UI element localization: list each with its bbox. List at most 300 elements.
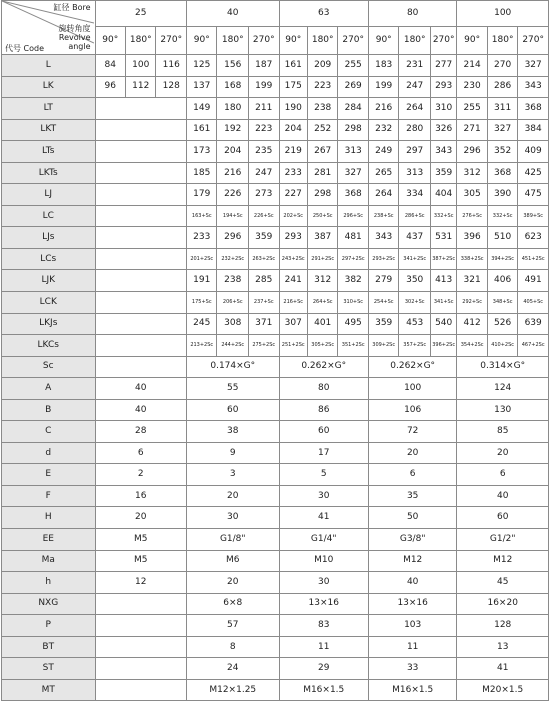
value-cell: 190 xyxy=(279,98,307,120)
row-code: LKJs xyxy=(2,313,96,335)
value-cell: 16 xyxy=(95,485,186,507)
value-cell: 29 xyxy=(279,658,368,680)
value-cell: 279 xyxy=(368,270,398,292)
value-cell: 326 xyxy=(430,119,456,141)
value-cell: 312 xyxy=(307,270,337,292)
bore-header: 80 xyxy=(368,1,456,27)
value-cell: 232 xyxy=(368,119,398,141)
value-cell: 30 xyxy=(279,572,368,594)
value-cell: 252 xyxy=(307,119,337,141)
row-code: E xyxy=(2,464,96,486)
value-cell: 293+2Sc xyxy=(368,248,398,270)
row-code: LKTs xyxy=(2,162,96,184)
value-cell: 267 xyxy=(307,141,337,163)
value-cell: 6×8 xyxy=(187,593,280,615)
value-cell: 86 xyxy=(279,399,368,421)
angle-header: 180° xyxy=(126,27,156,55)
table-row xyxy=(2,464,549,486)
value-cell: 413 xyxy=(430,270,456,292)
value-cell: 334 xyxy=(399,184,431,206)
table-row xyxy=(2,248,549,270)
angle-header: 90° xyxy=(279,27,307,55)
value-cell: 280 xyxy=(399,119,431,141)
value-cell: 149 xyxy=(187,98,217,120)
value-cell: 130 xyxy=(457,399,549,421)
value-cell: 382 xyxy=(338,270,369,292)
value-cell: 96 xyxy=(95,76,125,98)
value-cell: 354+2Sc xyxy=(457,335,487,357)
value-cell: 313 xyxy=(399,162,431,184)
value-cell: 9 xyxy=(187,442,280,464)
row-code: NXG xyxy=(2,593,96,615)
value-cell: 251+2Sc xyxy=(279,335,307,357)
value-cell: 244+2Sc xyxy=(217,335,249,357)
value-cell: 321 xyxy=(457,270,487,292)
bore-header: 63 xyxy=(279,1,368,27)
dimension-table xyxy=(1,0,549,701)
value-cell: 275+2Sc xyxy=(248,335,279,357)
value-cell: 6 xyxy=(457,464,549,486)
table-row xyxy=(2,356,549,378)
value-cell: 368 xyxy=(518,98,549,120)
bore-label: 缸径 Bore xyxy=(53,3,91,12)
value-cell: 100 xyxy=(126,55,156,77)
value-cell: 85 xyxy=(457,421,549,443)
value-cell: 296+Sc xyxy=(338,205,369,227)
value-cell: G1/2" xyxy=(457,529,549,551)
value-cell: 0.262×G° xyxy=(279,356,368,378)
value-cell: 305+2Sc xyxy=(307,335,337,357)
empty-cell xyxy=(95,270,186,292)
value-cell: 293 xyxy=(279,227,307,249)
value-cell: 204 xyxy=(217,141,249,163)
table-row xyxy=(2,184,549,206)
value-cell: 311 xyxy=(487,98,517,120)
value-cell: 192 xyxy=(217,119,249,141)
value-cell: 273 xyxy=(248,184,279,206)
empty-cell xyxy=(95,98,186,120)
row-code: ST xyxy=(2,658,96,680)
table-row xyxy=(2,227,549,249)
table-row xyxy=(2,507,549,529)
value-cell: 285 xyxy=(248,270,279,292)
row-code: LK xyxy=(2,76,96,98)
value-cell: 341+2Sc xyxy=(399,248,431,270)
row-code: F xyxy=(2,485,96,507)
value-cell: 297+2Sc xyxy=(338,248,369,270)
value-cell: 245 xyxy=(187,313,217,335)
value-cell: 40 xyxy=(95,399,186,421)
value-cell: 243+2Sc xyxy=(279,248,307,270)
value-cell: 20 xyxy=(368,442,456,464)
table-row xyxy=(2,615,549,637)
row-code: B xyxy=(2,399,96,421)
value-cell: 368 xyxy=(487,162,517,184)
value-cell: 204 xyxy=(279,119,307,141)
value-cell: 137 xyxy=(187,76,217,98)
value-cell: 231 xyxy=(399,55,431,77)
table-row xyxy=(2,399,549,421)
value-cell: 168 xyxy=(217,76,249,98)
value-cell: 298 xyxy=(338,119,369,141)
value-cell: 80 xyxy=(279,378,368,400)
value-cell: 179 xyxy=(187,184,217,206)
value-cell: 201+2Sc xyxy=(187,248,217,270)
value-cell: 269 xyxy=(338,76,369,98)
value-cell: 6 xyxy=(95,442,186,464)
table-row xyxy=(2,593,549,615)
value-cell: 475 xyxy=(518,184,549,206)
value-cell: 128 xyxy=(156,76,187,98)
value-cell: 163+Sc xyxy=(187,205,217,227)
value-cell: 368 xyxy=(338,184,369,206)
value-cell: G1/4" xyxy=(279,529,368,551)
value-cell: 277 xyxy=(430,55,456,77)
value-cell: 216 xyxy=(217,162,249,184)
value-cell: 297 xyxy=(399,141,431,163)
value-cell: 384 xyxy=(518,119,549,141)
value-cell: 5 xyxy=(279,464,368,486)
value-cell: 531 xyxy=(430,227,456,249)
value-cell: 20 xyxy=(457,442,549,464)
value-cell: 238 xyxy=(217,270,249,292)
value-cell: 276+Sc xyxy=(457,205,487,227)
value-cell: G1/8" xyxy=(187,529,280,551)
table-row xyxy=(2,55,549,77)
value-cell: 286 xyxy=(487,76,517,98)
value-cell: 296 xyxy=(217,227,249,249)
row-code: A xyxy=(2,378,96,400)
bore-header: 40 xyxy=(187,1,280,27)
row-code: P xyxy=(2,615,96,637)
value-cell: 238+Sc xyxy=(368,205,398,227)
value-cell: 265 xyxy=(368,162,398,184)
row-code: LC xyxy=(2,205,96,227)
value-cell: 281 xyxy=(307,162,337,184)
angle-header: 90° xyxy=(95,27,125,55)
value-cell: 332+Sc xyxy=(487,205,517,227)
value-cell: 12 xyxy=(95,572,186,594)
value-cell: 250+Sc xyxy=(307,205,337,227)
value-cell: M6 xyxy=(187,550,280,572)
value-cell: 293 xyxy=(430,76,456,98)
value-cell: 233 xyxy=(279,162,307,184)
value-cell: 3 xyxy=(187,464,280,486)
value-cell: 72 xyxy=(368,421,456,443)
value-cell: 410+2Sc xyxy=(487,335,517,357)
value-cell: 270 xyxy=(487,55,517,77)
row-code: LJs xyxy=(2,227,96,249)
value-cell: 11 xyxy=(279,636,368,658)
value-cell: 238 xyxy=(307,98,337,120)
value-cell: 83 xyxy=(279,615,368,637)
value-cell: 226+Sc xyxy=(248,205,279,227)
value-cell: 13×16 xyxy=(279,593,368,615)
value-cell: 84 xyxy=(95,55,125,77)
header-corner-cell xyxy=(2,1,96,55)
row-code: LCK xyxy=(2,292,96,314)
value-cell: 292+Sc xyxy=(457,292,487,314)
value-cell: 41 xyxy=(457,658,549,680)
value-cell: 302+Sc xyxy=(399,292,431,314)
value-cell: 17 xyxy=(279,442,368,464)
value-cell: 409 xyxy=(518,141,549,163)
row-code: LKCs xyxy=(2,335,96,357)
angle-header: 90° xyxy=(368,27,398,55)
row-code: Sc xyxy=(2,356,96,378)
value-cell: 16×20 xyxy=(457,593,549,615)
table-row xyxy=(2,442,549,464)
value-cell: 106 xyxy=(368,399,456,421)
value-cell: 623 xyxy=(518,227,549,249)
value-cell: 348+Sc xyxy=(487,292,517,314)
value-cell: 187 xyxy=(248,55,279,77)
value-cell: 327 xyxy=(338,162,369,184)
value-cell: 199 xyxy=(248,76,279,98)
value-cell: 38 xyxy=(187,421,280,443)
value-cell: 264+Sc xyxy=(307,292,337,314)
value-cell: 357+2Sc xyxy=(399,335,431,357)
value-cell: 312 xyxy=(457,162,487,184)
value-cell: 453 xyxy=(399,313,431,335)
value-cell: 60 xyxy=(279,421,368,443)
value-cell: 180 xyxy=(217,98,249,120)
value-cell: 327 xyxy=(487,119,517,141)
value-cell: 50 xyxy=(368,507,456,529)
value-cell: 57 xyxy=(187,615,280,637)
row-code: h xyxy=(2,572,96,594)
value-cell: M10 xyxy=(279,550,368,572)
table-row xyxy=(2,485,549,507)
value-cell: 40 xyxy=(95,378,186,400)
value-cell: 247 xyxy=(399,76,431,98)
value-cell: 307 xyxy=(279,313,307,335)
value-cell: 406 xyxy=(487,270,517,292)
angle-label: 旋转角度 Revolve angle xyxy=(58,24,91,51)
value-cell xyxy=(95,593,186,615)
value-cell: 387 xyxy=(307,227,337,249)
value-cell: 540 xyxy=(430,313,456,335)
value-cell: 343 xyxy=(368,227,398,249)
value-cell: 308 xyxy=(217,313,249,335)
angle-header: 270° xyxy=(248,27,279,55)
value-cell: M5 xyxy=(95,550,186,572)
value-cell: 0.314×G° xyxy=(457,356,549,378)
angle-header: 270° xyxy=(338,27,369,55)
table-row xyxy=(2,76,549,98)
value-cell: 401 xyxy=(307,313,337,335)
value-cell: 350 xyxy=(399,270,431,292)
row-code: LJK xyxy=(2,270,96,292)
empty-cell xyxy=(95,227,186,249)
value-cell: 310+Sc xyxy=(338,292,369,314)
value-cell: 206+Sc xyxy=(217,292,249,314)
value-cell: 128 xyxy=(457,615,549,637)
value-cell: 233 xyxy=(187,227,217,249)
value-cell: 359 xyxy=(248,227,279,249)
value-cell: 6 xyxy=(368,464,456,486)
value-cell: 481 xyxy=(338,227,369,249)
value-cell: 359 xyxy=(368,313,398,335)
value-cell: 359 xyxy=(430,162,456,184)
value-cell: 209 xyxy=(307,55,337,77)
table-row xyxy=(2,270,549,292)
value-cell: 237+Sc xyxy=(248,292,279,314)
table-row xyxy=(2,529,549,551)
value-cell: 352 xyxy=(487,141,517,163)
row-code: d xyxy=(2,442,96,464)
table-row xyxy=(2,658,549,680)
value-cell: 341+Sc xyxy=(430,292,456,314)
value-cell: 396+2Sc xyxy=(430,335,456,357)
value-cell: 30 xyxy=(187,507,280,529)
value-cell: 28 xyxy=(95,421,186,443)
value-cell: 112 xyxy=(126,76,156,98)
value-cell: 100 xyxy=(368,378,456,400)
value-cell: 175 xyxy=(279,76,307,98)
value-cell: 291+2Sc xyxy=(307,248,337,270)
value-cell: 425 xyxy=(518,162,549,184)
value-cell xyxy=(95,615,186,637)
value-cell: 227 xyxy=(279,184,307,206)
value-cell: M5 xyxy=(95,529,186,551)
value-cell: 40 xyxy=(457,485,549,507)
value-cell: 313 xyxy=(338,141,369,163)
row-code: EE xyxy=(2,529,96,551)
angle-header: 270° xyxy=(430,27,456,55)
value-cell: 526 xyxy=(487,313,517,335)
table-row xyxy=(2,550,549,572)
row-code: C xyxy=(2,421,96,443)
value-cell: 451+2Sc xyxy=(518,248,549,270)
value-cell: 211 xyxy=(248,98,279,120)
angle-header: 180° xyxy=(399,27,431,55)
value-cell: 13×16 xyxy=(368,593,456,615)
empty-cell xyxy=(95,335,186,357)
angle-header: 180° xyxy=(307,27,337,55)
value-cell xyxy=(95,636,186,658)
value-cell: M12 xyxy=(368,550,456,572)
value-cell: 219 xyxy=(279,141,307,163)
empty-cell xyxy=(95,141,186,163)
value-cell: 226 xyxy=(217,184,249,206)
table-row xyxy=(2,335,549,357)
value-cell: 247 xyxy=(248,162,279,184)
value-cell: 338+2Sc xyxy=(457,248,487,270)
table-row xyxy=(2,119,549,141)
value-cell: 351+2Sc xyxy=(338,335,369,357)
value-cell: 286+Sc xyxy=(399,205,431,227)
value-cell: 33 xyxy=(368,658,456,680)
value-cell: M12 xyxy=(457,550,549,572)
empty-cell xyxy=(95,313,186,335)
value-cell: 60 xyxy=(457,507,549,529)
value-cell: 298 xyxy=(307,184,337,206)
table-row xyxy=(2,141,549,163)
value-cell: 202+Sc xyxy=(279,205,307,227)
value-cell: 264 xyxy=(368,184,398,206)
value-cell: 194+Sc xyxy=(217,205,249,227)
value-cell: 235 xyxy=(248,141,279,163)
value-cell: 232+2Sc xyxy=(217,248,249,270)
value-cell: 230 xyxy=(457,76,487,98)
value-cell: 404 xyxy=(430,184,456,206)
value-cell: 20 xyxy=(187,572,280,594)
value-cell: 125 xyxy=(187,55,217,77)
row-code: LT xyxy=(2,98,96,120)
row-code: LTs xyxy=(2,141,96,163)
value-cell: 343 xyxy=(430,141,456,163)
table-row xyxy=(2,292,549,314)
value-cell: 263+2Sc xyxy=(248,248,279,270)
value-cell: 255 xyxy=(338,55,369,77)
value-cell: 264 xyxy=(399,98,431,120)
table-row xyxy=(2,421,549,443)
value-cell: 390 xyxy=(487,184,517,206)
angle-header: 90° xyxy=(457,27,487,55)
value-cell: 13 xyxy=(457,636,549,658)
value-cell: 116 xyxy=(156,55,187,77)
value-cell: M12×1.25 xyxy=(187,679,280,701)
value-cell: 191 xyxy=(187,270,217,292)
empty-cell xyxy=(95,184,186,206)
value-cell: 216+Sc xyxy=(279,292,307,314)
value-cell: 284 xyxy=(338,98,369,120)
value-cell: 35 xyxy=(368,485,456,507)
value-cell xyxy=(95,679,186,701)
value-cell: 343 xyxy=(518,76,549,98)
table-row xyxy=(2,162,549,184)
value-cell: 45 xyxy=(457,572,549,594)
value-cell: 249 xyxy=(368,141,398,163)
value-cell xyxy=(95,658,186,680)
bore-header: 25 xyxy=(95,1,186,27)
value-cell: 310 xyxy=(430,98,456,120)
angle-header: 180° xyxy=(217,27,249,55)
value-cell: 41 xyxy=(279,507,368,529)
value-cell: 156 xyxy=(217,55,249,77)
value-cell: 40 xyxy=(368,572,456,594)
table-row xyxy=(2,205,549,227)
value-cell: 103 xyxy=(368,615,456,637)
value-cell xyxy=(95,356,186,378)
empty-cell xyxy=(95,205,186,227)
table-row xyxy=(2,679,549,701)
value-cell: 296 xyxy=(457,141,487,163)
value-cell: 216 xyxy=(368,98,398,120)
value-cell: 510 xyxy=(487,227,517,249)
value-cell: 412 xyxy=(457,313,487,335)
table-row xyxy=(2,313,549,335)
value-cell: 20 xyxy=(187,485,280,507)
value-cell: 0.262×G° xyxy=(368,356,456,378)
angle-header: 90° xyxy=(187,27,217,55)
value-cell: 161 xyxy=(279,55,307,77)
value-cell: 371 xyxy=(248,313,279,335)
row-code: LJ xyxy=(2,184,96,206)
value-cell: 2 xyxy=(95,464,186,486)
angle-header: 270° xyxy=(156,27,187,55)
code-label: 代号 Code xyxy=(5,44,45,53)
value-cell: 8 xyxy=(187,636,280,658)
value-cell: 396 xyxy=(457,227,487,249)
row-code: H xyxy=(2,507,96,529)
table-row xyxy=(2,636,549,658)
row-code: BT xyxy=(2,636,96,658)
value-cell: 185 xyxy=(187,162,217,184)
value-cell: 20 xyxy=(95,507,186,529)
value-cell: 11 xyxy=(368,636,456,658)
